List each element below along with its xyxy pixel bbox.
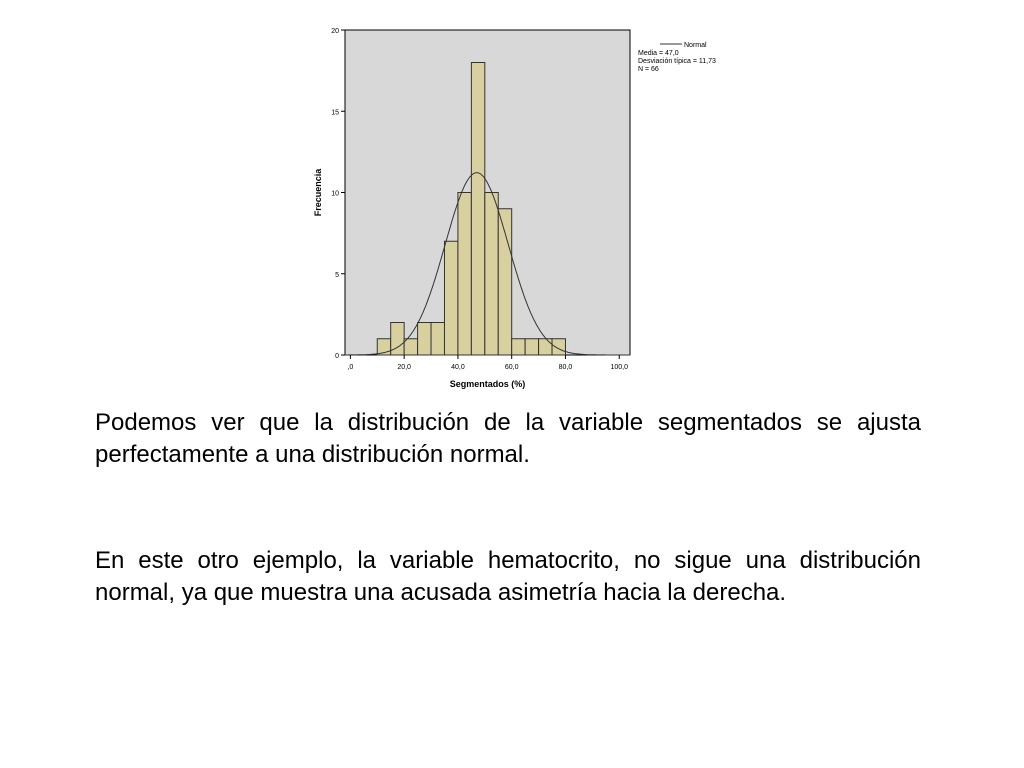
paragraph-segmentados: Podemos ver que la distribución de la variable segmentados se ajusta perfectamente a una distribución normal. bbox=[95, 409, 921, 468]
y-tick-label: 15 bbox=[331, 109, 339, 117]
x-tick-label: 40,0 bbox=[451, 364, 465, 371]
histogram-bar bbox=[431, 323, 444, 356]
legend-stat: Desviación típica = 11,73 bbox=[638, 58, 716, 65]
x-tick-label: 80,0 bbox=[558, 364, 573, 371]
paragraph-hematocrito: En este otro ejemplo, la variable hematocrito, no sigue una distribución normal, ya que muestra una acusada asimetría hacia la derecha. bbox=[95, 547, 921, 606]
histogram-bar bbox=[418, 323, 431, 356]
y-tick-label: 5 bbox=[335, 271, 339, 279]
histogram-bar bbox=[539, 339, 552, 355]
histogram-bar bbox=[444, 241, 457, 355]
x-tick-label: ,0 bbox=[347, 364, 354, 371]
histogram-bar bbox=[512, 339, 525, 355]
x-tick-label: 100,0 bbox=[610, 364, 629, 371]
legend-stat: Media = 47,0 bbox=[638, 50, 679, 57]
histogram-bar bbox=[498, 209, 511, 355]
legend-stat: N = 66 bbox=[638, 66, 659, 73]
histogram-bar bbox=[525, 339, 538, 355]
x-axis-label: Segmentados (%) bbox=[449, 379, 526, 389]
y-tick-label: 20 bbox=[331, 28, 339, 35]
y-axis-label: Frecuencia bbox=[313, 168, 323, 217]
histogram-bar bbox=[404, 339, 417, 355]
histogram-bar bbox=[552, 339, 565, 355]
histogram-chart bbox=[300, 20, 750, 400]
y-tick-label: 10 bbox=[331, 190, 339, 198]
x-tick-label: 20,0 bbox=[397, 364, 411, 371]
x-tick-label: 60,0 bbox=[504, 364, 519, 371]
y-tick-label: 0 bbox=[335, 353, 339, 360]
histogram-bar bbox=[471, 63, 484, 356]
histogram-bar bbox=[458, 193, 471, 356]
legend-label: Normal bbox=[684, 42, 707, 49]
histogram-bar bbox=[485, 193, 498, 356]
